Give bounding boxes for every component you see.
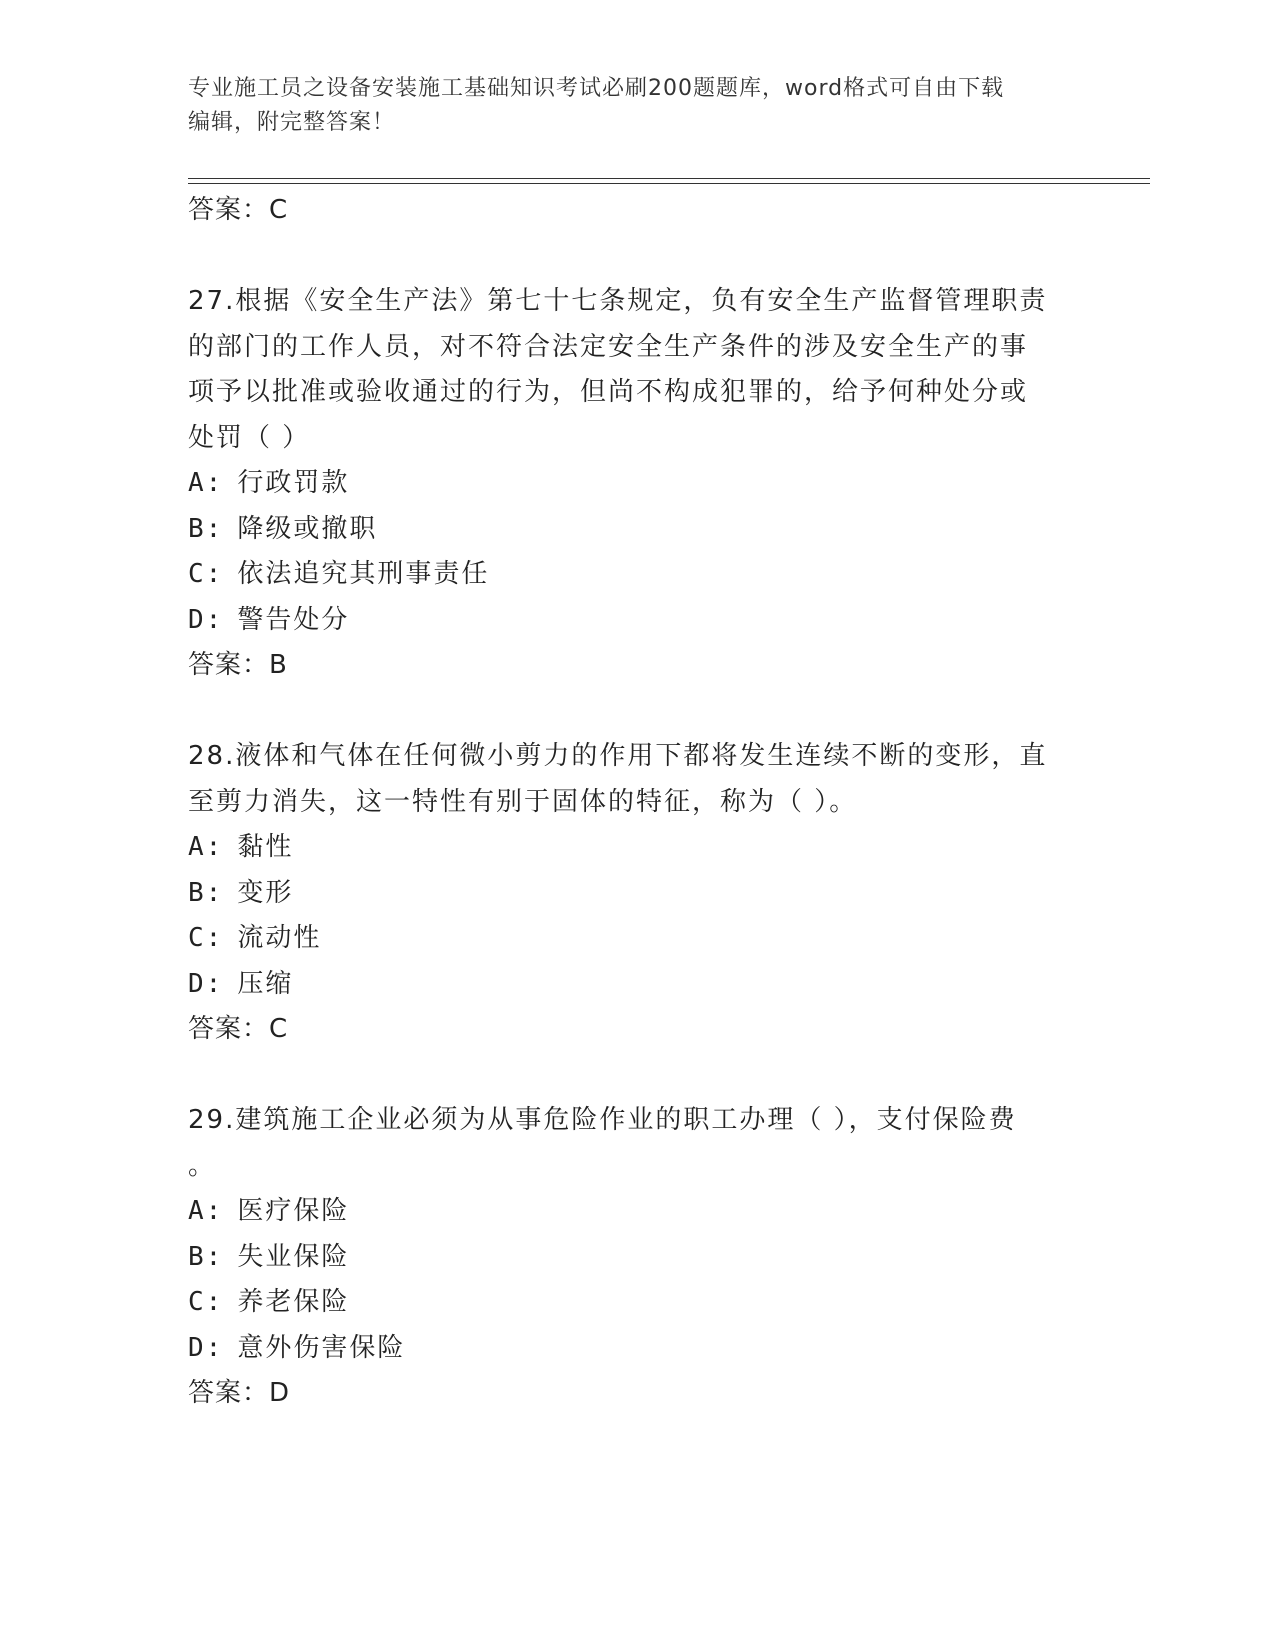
- option-text: 依法追究其刑事责任: [237, 559, 490, 589]
- question-28: [188, 734, 1088, 1053]
- question-stem-line: 至剪力消失，这一特性有别于固体的特征，称为（ ）。: [188, 786, 858, 817]
- question-stem-line: 27.根据《安全生产法》第七十七条规定，负有安全生产监督管理职责: [188, 286, 1048, 316]
- option-text: 变形: [237, 877, 294, 908]
- option-key: C:: [188, 923, 224, 953]
- option-key: B:: [188, 513, 224, 544]
- question-29: [188, 1098, 1088, 1417]
- question-stem-line: 。: [188, 1150, 217, 1181]
- option-text: 意外伤害保险: [237, 1332, 406, 1363]
- question-stem-line: 29.建筑施工企业必须为从事危险作业的职工办理（ ），支付保险费: [188, 1105, 1017, 1135]
- option-key: A:: [188, 468, 224, 498]
- option-key: D:: [188, 1332, 224, 1363]
- header-title-line-2: 编辑，附完整答案！: [188, 110, 396, 135]
- option-b: [188, 871, 1088, 917]
- question-answer: 答案：C: [188, 1014, 289, 1044]
- question-stem-line: 28.液体和气体在任何微小剪力的作用下都将发生连续不断的变形，直: [188, 741, 1048, 771]
- option-text: 流动性: [237, 923, 322, 953]
- document-body: [188, 188, 1088, 1417]
- option-text: 黏性: [237, 832, 294, 862]
- question-27: [188, 279, 1088, 689]
- option-a: [188, 1189, 1088, 1235]
- option-text: 养老保险: [237, 1287, 350, 1317]
- option-d: [188, 962, 1088, 1008]
- question-stem-line: 的部门的工作人员，对不符合法定安全生产条件的涉及安全生产的事: [188, 331, 1029, 362]
- option-key: D:: [188, 604, 224, 635]
- question-stem-line: 处罚（ ）: [188, 422, 311, 453]
- option-key: C:: [188, 1287, 224, 1317]
- option-text: 医疗保险: [237, 1196, 350, 1226]
- option-a: [188, 825, 1088, 871]
- spacer: [188, 234, 1088, 280]
- option-key: C:: [188, 559, 224, 589]
- question-answer: 答案：D: [188, 1378, 291, 1408]
- option-text: 失业保险: [237, 1241, 350, 1272]
- option-c: [188, 916, 1088, 962]
- option-key: A:: [188, 1196, 224, 1226]
- header-title-line-1: 专业施工员之设备安装施工基础知识考试必刷200题题库，word格式可自由下载: [188, 76, 1005, 101]
- question-answer: 答案：B: [188, 650, 288, 680]
- option-key: B:: [188, 1241, 224, 1272]
- previous-answer: 答案：C: [188, 195, 289, 225]
- option-key: D:: [188, 968, 224, 999]
- option-text: 警告处分: [237, 604, 350, 635]
- option-text: 行政罚款: [237, 468, 350, 498]
- option-c: [188, 552, 1088, 598]
- option-text: 压缩: [237, 968, 294, 999]
- option-d: [188, 598, 1088, 644]
- option-a: [188, 461, 1088, 507]
- option-d: [188, 1326, 1088, 1372]
- option-key: A:: [188, 832, 224, 862]
- option-b: [188, 1235, 1088, 1281]
- question-stem-line: 项予以批准或验收通过的行为，但尚不构成犯罪的，给予何种处分或: [188, 377, 1029, 407]
- option-text: 降级或撤职: [237, 513, 378, 544]
- option-b: [188, 507, 1088, 553]
- document-header: [188, 72, 1068, 140]
- spacer: [188, 689, 1088, 735]
- header-divider-bottom: [188, 183, 1150, 184]
- option-c: [188, 1280, 1088, 1326]
- spacer: [188, 1053, 1088, 1099]
- header-divider-top: [188, 178, 1150, 179]
- option-key: B:: [188, 877, 224, 908]
